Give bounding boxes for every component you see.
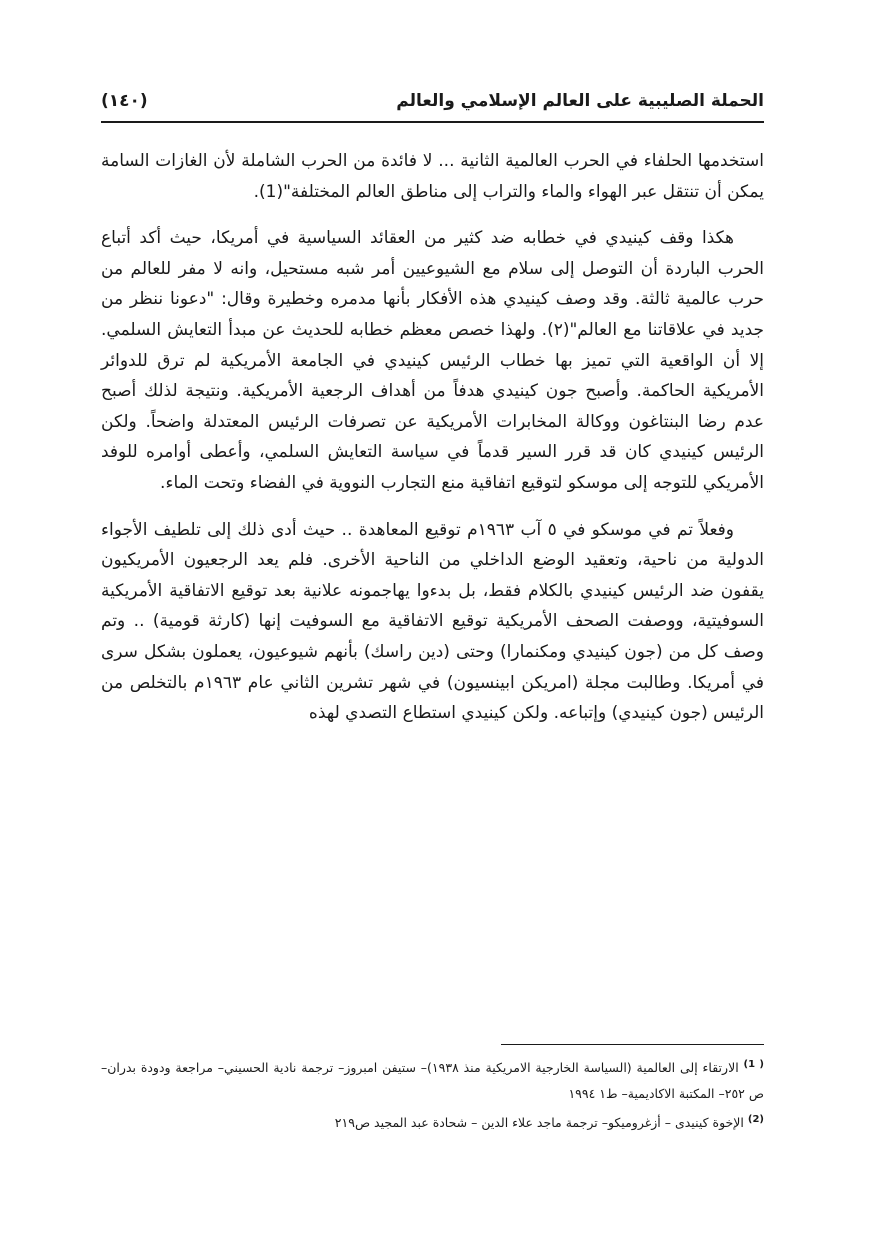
body-text (101, 146, 764, 745)
running-title: الحملة الصليبية على العالم الإسلامي والعالم (396, 91, 764, 111)
footnote (101, 1107, 764, 1136)
running-header (101, 86, 764, 116)
page-number: (١٤٠) (101, 91, 148, 111)
footnotes (101, 1052, 764, 1136)
footnote-marker: ( 1) (743, 1059, 764, 1070)
footnote-text: الإخوة كينيدى – أزغروميكو– ترجمة ماجد علاء الدين – شحادة عبد المجيد ص٢١٩ (334, 1115, 744, 1131)
paragraph: هكذا وقف كينيدي في خطابه ضد كثير من العقائد السياسية في أمريكا، حيث أكد أتباع الحرب الباردة أن التوصل إلى سلام مع الشيوعيين أمر شبه مستحيل، وانه لا مفر للعالم من حرب عالمية ثالثة. وقد وصف كينيدي هذه الأفكار بأنها مدمره وخطيرة وقال: "دعونا ننظر من جديد في علاقاتنا مع العالم"(٢). ولهذا خصص معظم خطابه للحديث عن مبدأ التعايش السلمي. إلا أن الواقعية التي تميز بها خطاب الرئيس كينيدي في الجامعة الأمريكية لم ترق للدوائر الأمريكية الحاكمة. وأصبح جون كينيدي هدفاً من أهداف الرجعية الأمريكية. ونتيجة لذلك أصبح عدم رضا البنتاغون ووكالة المخابرات الأمريكية عن تصرفات الرئيس المعتدلة واضحاً. ولكن الرئيس كينيدي كان قد قرر السير قدماً في سياسة التعايش السلمي، وأعطى أوامره للوفد الأمريكي للتوجه إلى موسكو لتوقيع اتفاقية منع التجارب النووية في الفضاء وتحت الماء. (101, 228, 764, 493)
header-rule (101, 121, 764, 123)
footnote (101, 1052, 764, 1107)
footnote-rule (501, 1044, 764, 1045)
footnote-marker: (2) (747, 1114, 764, 1126)
paragraph: وفعلاً تم في موسكو في ٥ آب ١٩٦٣م توقيع المعاهدة .. حيث أدى ذلك إلى تلطيف الأجواء الدولية من ناحية، وتعقيد الوضع الداخلي من الناحية الأخرى. فلم يعد الرجعيون الأمريكيون يقفون ضد الرئيس كينيدي بالكلام فقط، بل بدءوا يهاجمونه علانية بعد توقيع الاتفاقية الأمريكية السوفيتية، ووصفت الصحف الأمريكية توقيع الاتفاقية مع السوفيت إنها (كارثة قومية) .. وتم وصف كل من (جون كينيدي ومكنمارا) وحتى (دين راسك) بأنهم شيوعيون، يعملون بشكل سرى في أمريكا. وطالبت مجلة (امريكن ابينسيون) في شهر تشرين الثاني عام ١٩٦٣م بالتخلص من الرئيس (جون كينيدي) وإتباعه. ولكن كينيدي استطاع التصدي لهذه (101, 519, 764, 724)
footnote-text: الارتقاء إلى العالمية (السياسة الخارجية الامريكية منذ ١٩٣٨)– ستيفن امبروز– ترجمة نادية الحسيني– مراجعة ودودة بدران– ص ٢٥٢– المكتبة الاكاديمية– ط١ ١٩٩٤ (101, 1060, 764, 1102)
paragraph: استخدمها الحلفاء في الحرب العالمية الثانية ... لا فائدة من الحرب الشاملة لأن الغازات السامة يمكن أن تنتقل عبر الهواء والماء والتراب إلى مناطق العالم المختلفة"(1). (101, 151, 764, 202)
